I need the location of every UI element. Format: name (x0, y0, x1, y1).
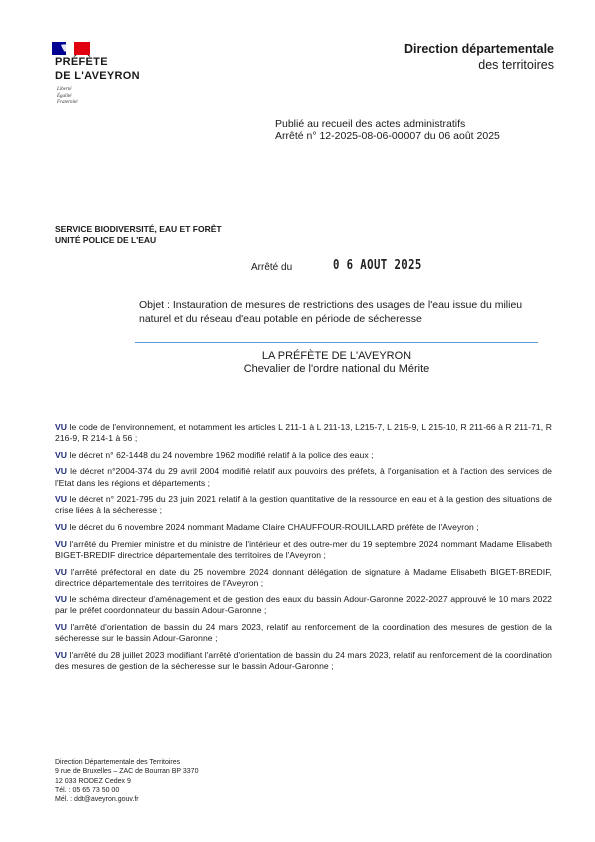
visa-item (55, 422, 552, 444)
visa-item (55, 622, 552, 644)
visa-keyword: VU (55, 649, 68, 660)
visa-item (55, 650, 552, 672)
arrete-date-label: Arrêté du (251, 262, 293, 273)
visa-keyword: VU (55, 594, 68, 605)
footer-line: Direction Départementale des Territoires (55, 759, 181, 766)
visa-item (55, 522, 552, 533)
republic-motto (57, 87, 78, 107)
visa-item (55, 494, 552, 516)
marianne-flag-logo (52, 42, 90, 55)
visa-keyword: VU (55, 494, 68, 505)
motto-fraternite: Fraternité (57, 100, 78, 105)
visa-keyword: VU (55, 566, 68, 577)
visa-item (55, 450, 552, 461)
footer-line: 9 rue de Bruxelles – ZAC de Bourran BP 3370 (55, 768, 199, 776)
visa-text: l'arrêté d'orientation de bassin du 24 mars 2023, relatif au renforcement de la coordination des mesures de gestion de la sécheresse sur le bassin Adour-Garonne ; (55, 622, 552, 644)
visa-text: l'arrêté préfectoral en date du 25 novembre 2024 donnant délégation de signature à Madame Elisabeth BIGET-BREDIF, directrice départementale des territoires de l'Aveyron ; (55, 566, 552, 588)
footer-email: Mél. : ddt@aveyron.gouv.fr (55, 796, 139, 804)
visa-text: le code de l'environnement, et notamment les articles L 211-1 à L 211-13, L215-7, L 215-9, L 215-10, R 211-66 à R 211-71, R 216-9, R 214-1 à 56 ; (55, 422, 552, 444)
date-stamp: 0 6 AOUT 2025 (333, 258, 422, 273)
arrete-reference: Arrêté n° 12-2025-08-06-00007 du 06 août 2025 (275, 130, 500, 142)
separator-rule (135, 342, 538, 343)
visa-text: le décret n°2004-374 du 29 avril 2004 modifié relatif aux pouvoirs des préfets, à l'organisation et à l'action des services de l'Etat dans les régions et départements ; (55, 466, 552, 488)
visa-text: le décret du 6 novembre 2024 nommant Madame Claire CHAUFFOUR-ROUILLARD préfète de l'Aveyron ; (69, 522, 479, 533)
logo-line-aveyron: DE L'AVEYRON (55, 70, 140, 82)
visa-keyword: VU (55, 538, 68, 549)
prefete-subtitle: Chevalier de l'ordre national du Mérite (243, 363, 430, 375)
visa-item (55, 594, 552, 616)
motto-liberte: Liberté (57, 87, 72, 92)
visa-keyword: VU (55, 422, 68, 432)
motto-egalite: Égalité (57, 93, 72, 99)
visa-keyword: VU (55, 449, 68, 460)
footer-line: Tél. : 05 65 73 50 00 (55, 786, 120, 794)
header-territoires: des territoires (478, 58, 554, 72)
visa-keyword: VU (55, 522, 68, 533)
publication-notice: Publié au recueil des actes administratifs (275, 118, 466, 130)
visa-keyword: VU (55, 622, 68, 633)
footer-address (55, 758, 198, 804)
service-name: SERVICE BIODIVERSITÉ, EAU ET FORÊT (55, 224, 222, 234)
logo-line-prefete: PRÉFÈTE (55, 56, 108, 68)
prefete-title: LA PRÉFÈTE DE L'AVEYRON (261, 350, 412, 362)
visa-text: le schéma directeur d'aménagement et de gestion des eaux du bassin Adour-Garonne 2022-2027 approuvé le 10 mars 2022 par le préfet coordonnateur du bassin Adour-Garonne ; (55, 594, 552, 616)
visa-text: le décret n° 62-1448 du 24 novembre 1962 modifié relatif à la police des eaux ; (69, 449, 374, 460)
unit-name: UNITÉ POLICE DE L'EAU (55, 235, 157, 245)
visa-item (55, 539, 552, 561)
visa-text: le décret n° 2021-795 du 23 juin 2021 relatif à la gestion quantitative de la ressource en eau et à la gestion des situations de crise liées à la sécheresse ; (55, 494, 552, 516)
footer-line: 12 033 RODEZ Cedex 9 (55, 777, 131, 785)
visa-keyword: VU (55, 466, 68, 477)
visa-text: l'arrêté du Premier ministre et du ministre de l'intérieur et des outre-mer du 19 septembre 2024 nommant Madame Elisabeth BIGET-BREDIF directrice départementale des territoires de l'Aveyron ; (55, 538, 552, 560)
visas-list (55, 422, 552, 678)
header-direction: Direction départementale (403, 42, 554, 56)
visa-text: l'arrêté du 28 juillet 2023 modifiant l'arrêté d'orientation de bassin du 24 mars 2023, relatif au renforcement de la coordination des mesures de gestion de la sécheresse sur le bassin Adour-Garonne ; (55, 649, 552, 671)
visa-item (55, 567, 552, 589)
objet-text: Objet : Instauration de mesures de restrictions des usages de l'eau issue du milieu naturel et du réseau d'eau potable en période de sécheresse (139, 299, 523, 325)
visa-item (55, 466, 552, 488)
